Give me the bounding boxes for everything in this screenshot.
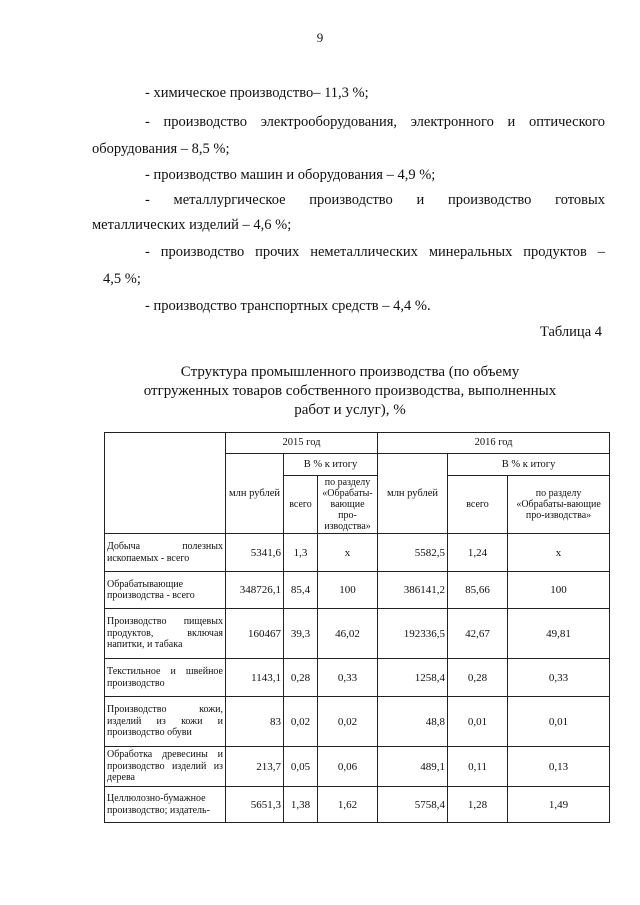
table-row	[105, 697, 610, 747]
page-number: 9	[316, 30, 324, 45]
cell-value: х	[318, 534, 378, 572]
table-title-line2: отгруженных товаров собственного производства, выполненных	[143, 383, 557, 399]
row-label: Текстильное и швейное производство	[105, 659, 226, 697]
cell-value: 0,02	[318, 697, 378, 747]
header-total-2015: всего	[284, 476, 318, 534]
table-row	[105, 659, 610, 697]
cell-value: 0,02	[284, 697, 318, 747]
cell-value: 1,38	[284, 787, 318, 823]
table-row	[105, 747, 610, 787]
header-by-section-2015: по разделу «Обрабаты-вающие про-изводства»	[318, 476, 378, 534]
header-by-section-2016: по разделу «Обрабаты-вающие про-изводства»	[508, 476, 610, 534]
cell-value: 100	[508, 572, 610, 609]
row-label: Добыча полезных ископаемых - всего	[105, 534, 226, 572]
row-label: Обработка древесины и производство изделий из дерева	[105, 747, 226, 787]
bullet-nonmetal-line2: 4,5 %;	[103, 271, 141, 287]
cell-value: 0,06	[318, 747, 378, 787]
row-label: Целлюлозно-бумажное производство; издатель-	[105, 787, 226, 823]
cell-value: 1,49	[508, 787, 610, 823]
cell-value: 0,05	[284, 747, 318, 787]
cell-value: 85,4	[284, 572, 318, 609]
cell-value: 100	[318, 572, 378, 609]
cell-value: 0,33	[318, 659, 378, 697]
cell-value: х	[508, 534, 610, 572]
header-stub	[105, 433, 226, 534]
industry-structure-table	[104, 432, 610, 823]
row-label: Производство пищевых продуктов, включая напитки, и табака	[105, 609, 226, 659]
table-row	[105, 787, 610, 823]
bullet-transport: - производство транспортных средств – 4,4 %.	[145, 298, 431, 314]
row-label: Обрабатывающие производства - всего	[105, 572, 226, 609]
header-mln-rub-2016: млн рублей	[378, 454, 448, 534]
cell-value: 489,1	[378, 747, 448, 787]
header-total-2016: всего	[448, 476, 508, 534]
cell-value: 1258,4	[378, 659, 448, 697]
cell-value: 48,8	[378, 697, 448, 747]
cell-value: 39,3	[284, 609, 318, 659]
cell-value: 348726,1	[226, 572, 284, 609]
bullet-metallurgy-line1: - металлургическое производство и производство готовых	[145, 192, 605, 208]
cell-value: 0,28	[284, 659, 318, 697]
cell-value: 85,66	[448, 572, 508, 609]
header-pct-total-2016: В % к итогу	[448, 454, 610, 476]
cell-value: 1,28	[448, 787, 508, 823]
cell-value: 1,24	[448, 534, 508, 572]
bullet-metallurgy-line2: металлических изделий – 4,6 %;	[92, 217, 292, 233]
cell-value: 1,62	[318, 787, 378, 823]
cell-value: 160467	[226, 609, 284, 659]
cell-value: 192336,5	[378, 609, 448, 659]
cell-value: 0,11	[448, 747, 508, 787]
table-row	[105, 609, 610, 659]
header-mln-rub-2015: млн рублей	[226, 454, 284, 534]
table-title-line1: Структура промышленного производства (по объему	[180, 364, 520, 380]
bullet-machinery: - производство машин и оборудования – 4,9 %;	[145, 167, 436, 183]
cell-value: 0,33	[508, 659, 610, 697]
cell-value: 42,67	[448, 609, 508, 659]
row-label: Производство кожи, изделий из кожи и производство обуви	[105, 697, 226, 747]
table-row	[105, 534, 610, 572]
cell-value: 1143,1	[226, 659, 284, 697]
cell-value: 213,7	[226, 747, 284, 787]
table-title	[140, 363, 560, 420]
bullet-electrical-line2: оборудования – 8,5 %;	[92, 141, 230, 157]
cell-value: 49,81	[508, 609, 610, 659]
cell-value: 386141,2	[378, 572, 448, 609]
cell-value: 0,01	[508, 697, 610, 747]
cell-value: 83	[226, 697, 284, 747]
cell-value: 5758,4	[378, 787, 448, 823]
header-year-2015: 2015 год	[226, 433, 378, 454]
table-title-line3: работ и услуг), %	[294, 402, 406, 418]
cell-value: 0,28	[448, 659, 508, 697]
cell-value: 5341,6	[226, 534, 284, 572]
cell-value: 0,01	[448, 697, 508, 747]
cell-value: 5582,5	[378, 534, 448, 572]
header-pct-total-2015: В % к итогу	[284, 454, 378, 476]
table-caption: Таблица 4	[539, 324, 602, 340]
bullet-chemical: - химическое производство– 11,3 %;	[145, 85, 369, 101]
header-year-2016: 2016 год	[378, 433, 610, 454]
bullet-electrical-line1: - производство электрооборудования, электронного и оптического	[145, 114, 605, 130]
bullet-nonmetal-line1: - производство прочих неметаллических минеральных продуктов –	[145, 244, 605, 260]
cell-value: 46,02	[318, 609, 378, 659]
cell-value: 0,13	[508, 747, 610, 787]
cell-value: 5651,3	[226, 787, 284, 823]
table-row	[105, 572, 610, 609]
cell-value: 1,3	[284, 534, 318, 572]
